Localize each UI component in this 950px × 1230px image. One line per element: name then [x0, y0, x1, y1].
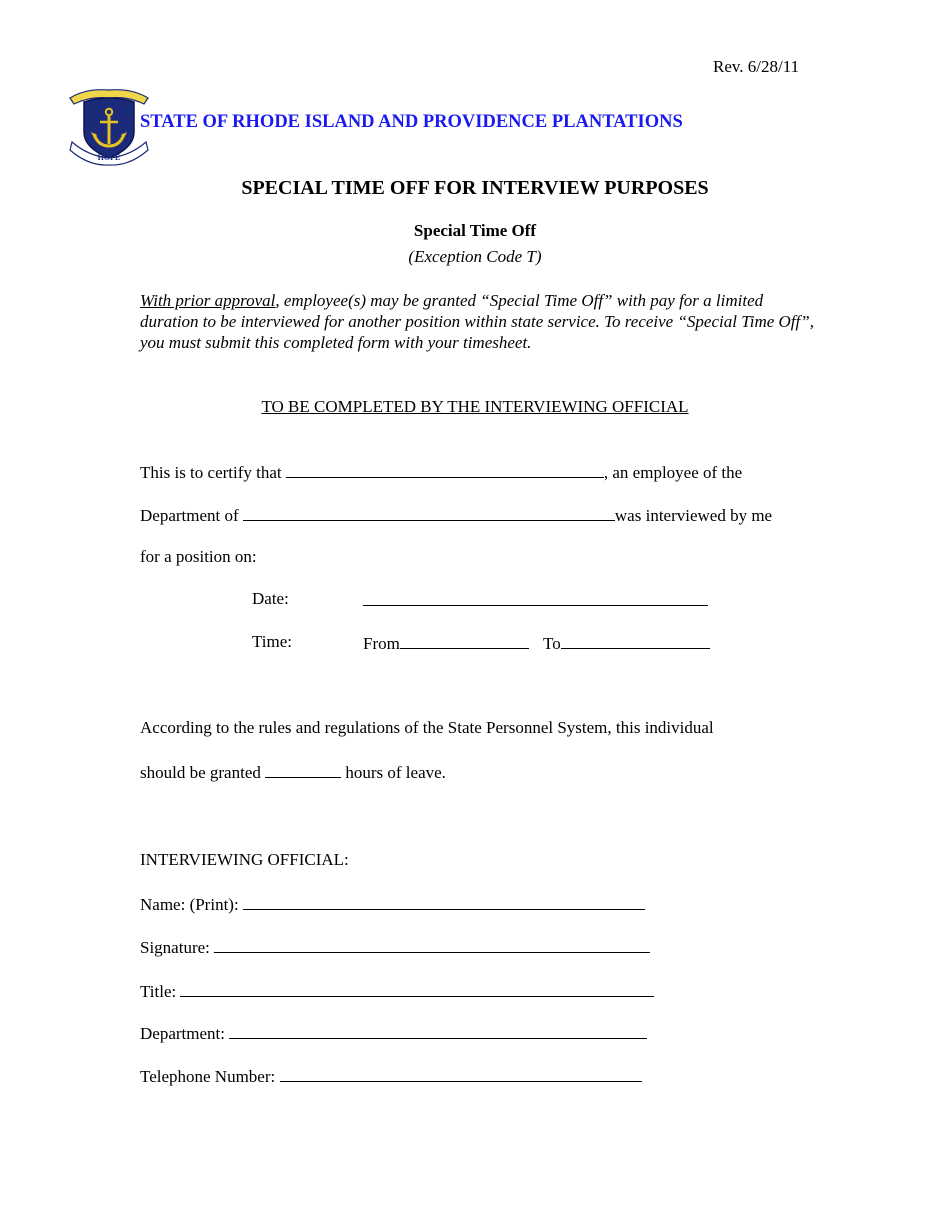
official-name-label: Name: (Print): [140, 895, 239, 914]
time-from-field[interactable] [400, 632, 529, 649]
intro-text: , employee(s) may be granted “Special Time Off” with pay for a limited duration to be interviewed for another position within state service. To receive “Special Time Off”, you must submit this completed form with your timesheet. [140, 291, 814, 352]
exception-code: (Exception Code T) [408, 247, 542, 266]
intro-emphasis: With prior approval [140, 291, 276, 310]
rules-line: According to the rules and regulations of the State Personnel System, this individual [140, 718, 714, 737]
official-name-field[interactable] [243, 893, 645, 910]
official-department-row [140, 1022, 647, 1044]
official-heading: INTERVIEWING OFFICIAL: [140, 850, 349, 869]
department-prefix: Department of [140, 506, 239, 525]
official-signature-label: Signature: [140, 938, 210, 957]
form-title: SPECIAL TIME OFF FOR INTERVIEW PURPOSES [241, 177, 709, 199]
official-department-label: Department: [140, 1024, 225, 1043]
interview-date-field[interactable] [363, 589, 708, 606]
hours-field[interactable] [265, 761, 341, 778]
revision-date: Rev. 6/28/11 [713, 57, 800, 76]
employee-name-field[interactable] [286, 461, 604, 478]
time-label: Time: [252, 632, 293, 651]
date-label: Date: [252, 589, 289, 608]
form-subtitle: Special Time Off [413, 221, 537, 240]
state-name: STATE OF RHODE ISLAND AND PROVIDENCE PLANTATIONS [140, 112, 683, 132]
official-signature-field[interactable] [214, 936, 650, 953]
intro-paragraph [140, 290, 820, 353]
official-title-label: Title: [140, 982, 177, 1001]
certify-prefix: This is to certify that [140, 463, 282, 482]
seal-banner-text: HOPE [97, 153, 121, 162]
official-title-field[interactable] [180, 980, 654, 997]
time-to-field[interactable] [561, 632, 710, 649]
official-title-row [140, 980, 654, 1002]
official-name-row [140, 893, 645, 915]
granted-line [140, 761, 446, 783]
certify-line [140, 461, 742, 483]
official-telephone-row [140, 1065, 642, 1087]
official-signature-row [140, 936, 650, 958]
time-row [363, 632, 710, 654]
section-heading: TO BE COMPLETED BY THE INTERVIEWING OFFICIAL [261, 397, 689, 416]
official-telephone-label: Telephone Number: [140, 1067, 276, 1086]
official-department-field[interactable] [229, 1022, 647, 1039]
department-line [140, 504, 772, 526]
employee-department-field[interactable] [243, 504, 615, 521]
certify-suffix: , an employee of the [603, 463, 743, 482]
from-label: From [363, 634, 400, 653]
granted-prefix: should be granted [140, 763, 261, 782]
official-telephone-field[interactable] [280, 1065, 642, 1082]
granted-suffix: hours of leave. [345, 763, 446, 782]
position-line: for a position on: [140, 547, 257, 566]
date-row [363, 589, 708, 611]
department-suffix: was interviewed by me [614, 506, 773, 525]
to-label: To [543, 634, 561, 653]
